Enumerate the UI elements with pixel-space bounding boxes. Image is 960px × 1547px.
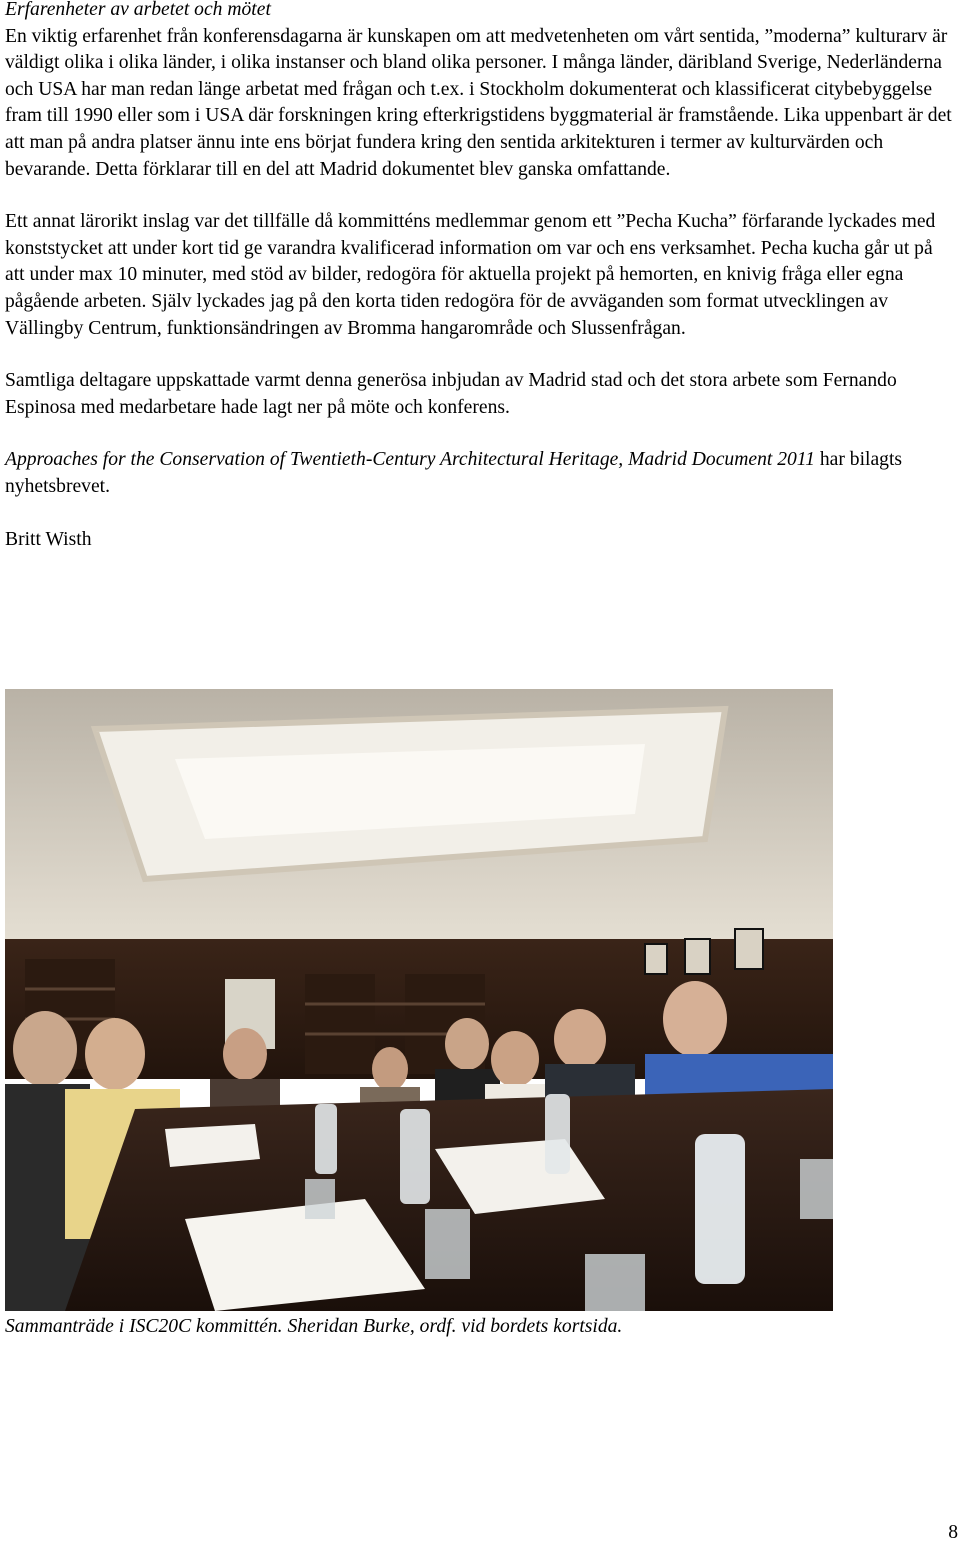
paragraph-pecha-kucha: Ett annat lärorikt inslag var det tillfälle då kommitténs medlemmar genom ett ”Pecha Kucha” förfarande lyckades med konststycket att under kort tid ge varandra kvalificerad information om var och ens verksamhet. Pecha kucha går ut på att under max 10 minuter, med stöd av bilder, redogöra för aktuella projekt på hemorten, en knivig fråga eller egna pågående arbeten. Själv lyckades jag på den korta tiden redogöra för de avväganden som format utvecklingen av Vällingby Centrum, funktionsändringen av Bromma hangarområde och Slussenfrågan. xyxy=(5,211,936,339)
attachment-title: Approaches for the Conservation of Twentieth-Century Architectural Heritage, Madrid Document 2011 xyxy=(5,449,815,471)
paragraph-thanks: Samtliga deltagare uppskattade varmt denna generösa inbjudan av Madrid stad och det stora arbete som Fernando Espinosa med medarbetare hade lagt ner på möte och konferens. xyxy=(5,370,897,418)
meeting-photo xyxy=(5,689,833,1311)
paragraph-attachment xyxy=(5,447,953,500)
photo-caption: Sammanträde i ISC20C kommittén. Sheridan Burke, ordf. vid bordets kortsida. xyxy=(5,1316,623,1337)
section-heading: Erfarenheter av arbetet och mötet xyxy=(5,0,271,20)
page-number: 8 xyxy=(948,1522,958,1543)
attachment-suffix: har bilagts nyhetsbrevet. xyxy=(5,449,903,497)
signature: Britt Wisth xyxy=(5,528,92,550)
document-body xyxy=(5,0,953,553)
paragraph-awareness: En viktig erfarenhet från konferensdagarna är kunskapen om att medvetenheten om vårt sentida, ”moderna” kulturarv är väldigt olika i olika länder, i olika instanser och bland olika personer. I många länder, däribland Sverige, Nederländerna och USA har man redan länge arbetat med frågan och t.ex. i Stockholm dokumenterat och klassificerat citybebyggelse fram till 1990 eller som i USA där forskningen kring efterkrigstidens byggmaterial är framstående. Lika uppenbart är det att man på andra platser ännu inte ens börjat fundera kring den sentida arkitekturen i termer av kulturvärden och bevarande. Detta förklarar till en del att Madrid dokumentet blev ganska omfattande. xyxy=(5,25,952,180)
